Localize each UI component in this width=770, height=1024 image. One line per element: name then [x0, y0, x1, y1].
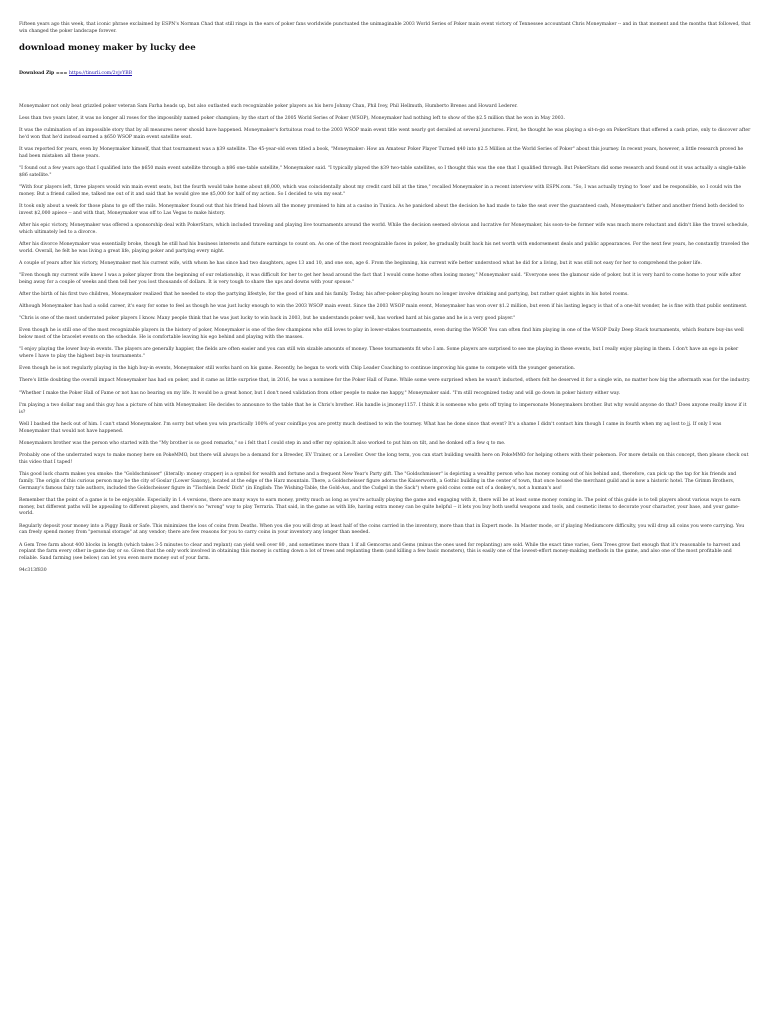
article-paragraph: Regularly deposit your money into a Piggy Bank or Safe. This minimizes the loss of coins from Deaths. When you die you will drop at least half of the coins carried in the inventory, more than that in Expert mode. In Master mode, or if playing Mediumcore difficulty, you will drop all coins you were carrying. You can freely spend money from "personal storage" at any vendor; there are few reasons for you to carry coins in your inventory any longer than needed. [19, 523, 745, 536]
footer-hash: 94c313f830 [19, 568, 47, 574]
article-paragraph: There's little doubting the overall impact Moneymaker has had on poker, and it came as little surprise that, in 2016, he was a nominee for the Poker Hall of Fame. While some were surprised when he wasn't inducted, others felt he deserved it for a single win, no matter how big the aftermath was for the industry. [19, 378, 751, 384]
download-label: Download Zip === [19, 70, 68, 76]
article-paragraph: It was reported for years, even by Moneymaker himself, that that tournament was a $39 satellite. The 45-year-old even titled a book, "Moneymaker: How an Amateur Poker Player Turned $40 into $2.5 Million at the World Series of Poker" about this journey. In recent years, however, a little research proved he had been mistaken all these years. [19, 147, 744, 159]
article-paragraph: Well I bashed the heck out of him. I can't stand Moneymaker. I'm sorry but when you win practically 100% of your coinflips you are pretty much destined to win the tourney. What has he done since that event? It's a shame I didn't contact him though I came in fourth when my aq lost to jj. If only I was Moneymaker that would not have happened. [19, 421, 722, 434]
page-title: download money maker by lucky dee [19, 42, 196, 53]
article-paragraph: I'm playing a two dollar nug and this guy has a picture of him with Moneymaker. He decides to announce to the table that he is Chris's brother. His handle is jmoney1157. I think it is someone who gets off trying to impersonate Moneymakers brother. But why would anyone do that? Does anyone really know if it is? [19, 402, 747, 415]
article-paragraph: After the birth of his first two children, Moneymaker realized that he needed to stop the partying lifestyle, for the good of him and his family. Today, his after-poker-playing hours no longer involve drinking and partying, but rather quiet nights in his hotel rooms. [19, 292, 629, 298]
article-paragraph: Moneymaker not only beat grizzled poker veteran Sam Farha heads up, but also outlasted such recognizable poker players as his hero Johnny Chan, Phil Ivey, Phil Hellmuth, Humberto Brenes and Howard Lederer. [19, 103, 518, 109]
article-paragraph: Probably one of the underrated ways to make money here on PokeMMO, but there will always be a demand for a Breeder, EV Trainer, or a Leveller. Over the long term, you can start building wealth here on PokeMMO for helping others with their pokemon. For more details on this concept, then please check out this video that I taped! [19, 452, 749, 465]
article-paragraph: It was the culmination of an impossible story that by all measures never should have happened. Moneymaker's fortuitous road to the 2003 WSOP main event title went nearly got derailed at several junctures. First, he thought he was playing a sit-n-go on PokerStars that offered a cash prize, only to discover after he'd won that he'd instead earned a $650 WSOP main event satellite seat. [19, 128, 751, 140]
article-paragraph: Even though he is not regularly playing in the high buy-in events, Moneymaker still works hard on his game. Recently, he began to work with Chip Leader Coaching to continue improving his game to compete with the younger generation. [19, 366, 576, 372]
article-paragraph: After his epic victory, Moneymaker was offered a sponsorship deal with PokerStars, which included traveling and playing live tournaments around the world. While the decision seemed obvious and lucrative for Moneymaker, his soon-to-be former wife was much more reluctant and didn't like the travel schedule, which ultimately led to a divorce. [19, 223, 749, 235]
article-paragraph: Even though he is still one of the most recognizable players in the history of poker, Moneymaker is one of the few champions who still loves to play in lower-stakes tournaments, even during the WSOP. You can often find him playing in one of the WSOP Daily Deep Stack tournaments, which feature buy-ins well below most of the bracelet events on the schedule. He is comfortable leaving his ego behind and playing with the masses. [19, 328, 744, 341]
download-link[interactable]: https://tinurli.com/2vjvYBB [69, 70, 132, 76]
article-body [19, 104, 751, 563]
article-paragraph: "With four players left, three players would win main event seats, but the fourth would take home about $8,000, which was coincidentally about my credit card bill at the time," recalled Moneymaker in a recent interview with ESPN.com. "So, I was actually trying to 'lose' and be responsible, so I could win the money. But a friend called me, talked me out of it and said that he would give me $5,000 for half of my action. So I decided to win my seat." [19, 185, 742, 197]
article-paragraph: Although Moneymaker has had a solid career, it's easy for some to feel as though he was just lucky enough to win the 2003 WSOP main event. Since the 2003 WSOP main event, Moneymaker has won over $1.2 million, but even if his lasting legacy is that of a one-hit wonder, he is fine with that public sentiment. [19, 304, 748, 310]
article-paragraph: "Even though my current wife knew I was a poker player from the beginning of our relationship, it was difficult for her to get her head around the fact that I would come home often losing money," Moneymaker said. "Everyone sees the glamour side of poker, but it is very hard to come home to your wife after being away for a couple of weeks and then tell her you lost thousands of dollars. It is very tough to share the ups and downs with your spouse." [19, 273, 741, 285]
article-paragraph: After his divorce Moneymaker was essentially broke, though he still had his business interests and future earnings to count on. As one of the most recognizable faces in poker, he gradually built back his net worth with endorsement deals and public appearances. For the next few years, he constantly traveled the world. Overall, he felt he was living a great life, playing poker and partying every night. [19, 242, 750, 254]
article-paragraph: Moneymakers brother was the person who started with the "My brother is so good remarks," so i felt that I could step in and offer my opinion.It also worked to put him on tilt, and he donked off a few q to me. [19, 440, 506, 446]
intro-paragraph: Fifteen years ago this week, that iconic phrase exclaimed by ESPN's Norman Chad that still rings in the ears of poker fans worldwide punctuated the unimaginable 2003 World Series of Poker main event victory of Tennessee accountant Chris Moneymaker -- and in that moment and the months that followed, that win changed the poker landscape forever. [19, 22, 751, 34]
article-paragraph: "Whether I make the Poker Hall of Fame or not has no bearing on my life. It would be a great honor, but I don't need validation from other people to make me happy," Moneymaker said. "I'm still recognized today and will go down in poker history either way. [19, 390, 621, 396]
article-paragraph: A couple of years after his victory, Moneymaker met his current wife, with whom he has since had two daughters, ages 13 and 10, and one son, age 6. From the beginning, his current wife better understood what he did for a living, but it was still not easy for her to comprehend the poker life. [19, 261, 702, 266]
article-paragraph: "I enjoy playing the lower buy-in events. The players are generally happier, the fields are often easier and you can still win sizable amounts of money. These tournaments fit who I am. Some players are surprised to see me playing in these events, but I really enjoy playing in them. I don't have an ego in poker where I have to play the highest buy-in tournaments." [19, 347, 739, 360]
article-paragraph: "Chris is one of the most underrated poker players I know. Many people think that he was just lucky to win back in 2003, but he understands poker well, has worked hard at his game and he is a very good player." [19, 316, 516, 322]
article-paragraph: This good luck charm makes you smoke: the "Goldschmisser" (literally: money crapper) is a symbol for wealth and fortune and a frequent New Year's Party gift. The "Goldschmisser" is depicting a wealthy person who has money coming out of his behind and, therefore, can pick up the tap for his friends and family. The origin of this curious person may be the city of Goslar (Lower Saxony), located at the edge of the Harz mountain. There, a Goldscheisser figure adorns the Kaiserworth, a Gothic building in the center of town, that once housed the merchant guild and is now a historic hotel. The Grimm Brothers, Germany's famous fairy tale authors, included the Goldscheisser figure in "Tischlein Deck' Dich" (in English: The Wishing-Table, the Gold-Ass, and the Cudgel in the Sack") where gold coins come out of a donkey's, not a human's ass! [19, 471, 737, 491]
document-page [19, 22, 751, 575]
article-paragraph: Less than two years later, it was no longer all roses for the impossibly named poker champion; by the start of the 2005 World Series of Poker (WSOP), Moneymaker had nothing left to show of the $2.5 million that he won in May 2003. [19, 115, 566, 121]
download-line [19, 70, 751, 77]
article-paragraph: A Gem Tree farm about 400 blocks in length (which takes 3-5 minutes to clear and replant) can yield well over 80 , and sometimes more than 1 if all Gemcorns and Gems (minus the ones used for replanting) are sold. While the exact time varies, Gem Trees grow fast enough that it's reasonable to harvest and replant the farm every other in-game day or so. Given that the only work involved in obtaining this money is cutting down a lot of trees and replanting them (and killing a few basic monsters), this is easily one of the lowest-effort money-making methods in the game, and also one of the most profitable and reliable. Sand farming (see below) can let you even more money out of your farm. [19, 542, 741, 562]
article-paragraph: "I found out a few years ago that I qualified into the $650 main event satellite through a $86 one-table satellite," Moneymaker said. "I typically played the $39 two-table satellites, so I thought this was the one that I qualified through. But PokerStars did some research and found out it was actually a single-table $86 satellite." [19, 166, 746, 178]
article-paragraph: It took only about a week for those plans to go off the rails. Moneymaker found out that his friend had blown all the money promised to him at a casino in Tunica. As he panicked about the decision he had made to take the seat over the guaranteed cash, Moneymaker's father and another friend both decided to invest $2,000 apiece -- and with that, Moneymaker was off to Las Vegas to make history. [19, 204, 744, 216]
article-paragraph: Remember that the point of a game is to be enjoyable. Especially in 1.4 versions, there are many ways to earn money, pretty much as long as you're actually playing the game and engaging with it, there will be at least some money coming in. The point of this guide is to tell players about various ways to earn money, but different paths will be appealing to different players, and there's no "wrong" way to play Terraria. That said, in the game as with life, having extra money can be quite helpful -- it lets you buy both useful weapons and tools, and cosmetic items to decorate your character, your base, and your game-world. [19, 497, 741, 517]
